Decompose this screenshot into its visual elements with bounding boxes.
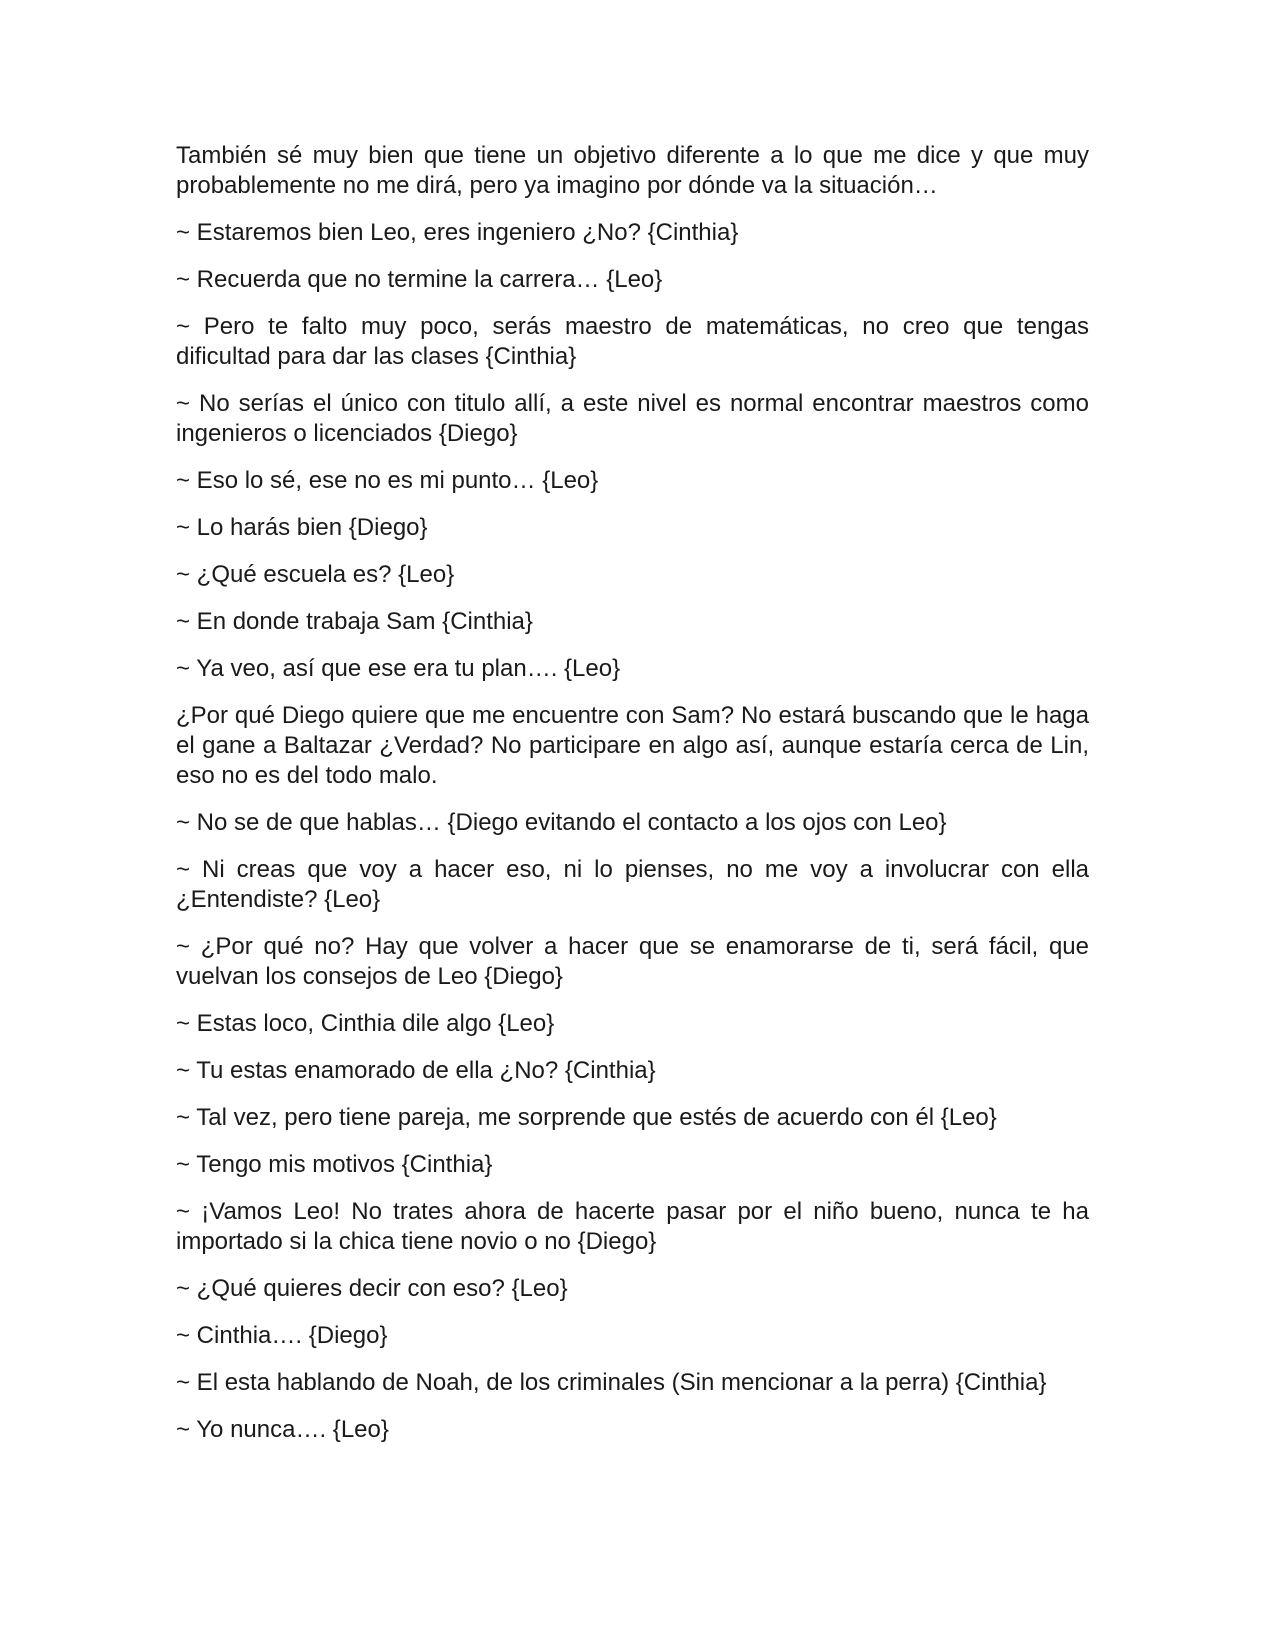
dialogue-line: ~ Tu estas enamorado de ella ¿No? {Cinthia} — [176, 1057, 656, 1084]
dialogue-line: ~ Estas loco, Cinthia dile algo {Leo} — [176, 1010, 555, 1037]
dialogue-line: ~ En donde trabaja Sam {Cinthia} — [176, 608, 533, 635]
dialogue-line: ~ Eso lo sé, ese no es mi punto… {Leo} — [176, 467, 599, 494]
dialogue-line: ~ Pero te falto muy poco, serás maestro de matemáticas, no creo que tengas dificultad para dar las clases {Cinthia} — [176, 313, 1089, 370]
dialogue-line: ~ No se de que hablas… {Diego evitando el contacto a los ojos con Leo} — [176, 809, 947, 836]
dialogue-line: ~ Tal vez, pero tiene pareja, me sorprende que estés de acuerdo con él {Leo} — [176, 1104, 997, 1131]
narration-paragraph: También sé muy bien que tiene un objetivo diferente a lo que me dice y que muy probablemente no me dirá, pero ya imagino por dónde va la situación… — [176, 142, 1089, 199]
dialogue-line: ~ Ni creas que voy a hacer eso, ni lo pienses, no me voy a involucrar con ella ¿Entendiste? {Leo} — [176, 856, 1089, 913]
dialogue-line: ~ Lo harás bien {Diego} — [176, 514, 428, 541]
narration-paragraph: ¿Por qué Diego quiere que me encuentre con Sam? No estará buscando que le haga el gane a Baltazar ¿Verdad? No participare en algo así, aunque estaría cerca de Lin, eso no es del todo malo. — [176, 702, 1089, 789]
dialogue-line: ~ No serías el único con titulo allí, a este nivel es normal encontrar maestros como ingenieros o licenciados {Diego} — [176, 390, 1089, 447]
dialogue-line: ~ Tengo mis motivos {Cinthia} — [176, 1151, 493, 1178]
dialogue-line: ~ Yo nunca…. {Leo} — [176, 1416, 389, 1443]
dialogue-line: ~ Cinthia…. {Diego} — [176, 1322, 388, 1349]
dialogue-line: ~ Estaremos bien Leo, eres ingeniero ¿No? {Cinthia} — [176, 219, 739, 246]
dialogue-line: ~ ¡Vamos Leo! No trates ahora de hacerte pasar por el niño bueno, nunca te ha importado si la chica tiene novio o no {Diego} — [176, 1198, 1089, 1255]
dialogue-line: ~ El esta hablando de Noah, de los criminales (Sin mencionar a la perra) {Cinthia} — [176, 1369, 1047, 1396]
dialogue-line: ~ Ya veo, así que ese era tu plan…. {Leo} — [176, 655, 621, 682]
document-body — [176, 141, 1089, 1445]
dialogue-line: ~ Recuerda que no termine la carrera… {Leo} — [176, 266, 663, 293]
dialogue-line: ~ ¿Por qué no? Hay que volver a hacer que se enamorarse de ti, será fácil, que vuelvan los consejos de Leo {Diego} — [176, 933, 1089, 990]
dialogue-line: ~ ¿Qué quieres decir con eso? {Leo} — [176, 1275, 568, 1302]
dialogue-line: ~ ¿Qué escuela es? {Leo} — [176, 561, 455, 588]
